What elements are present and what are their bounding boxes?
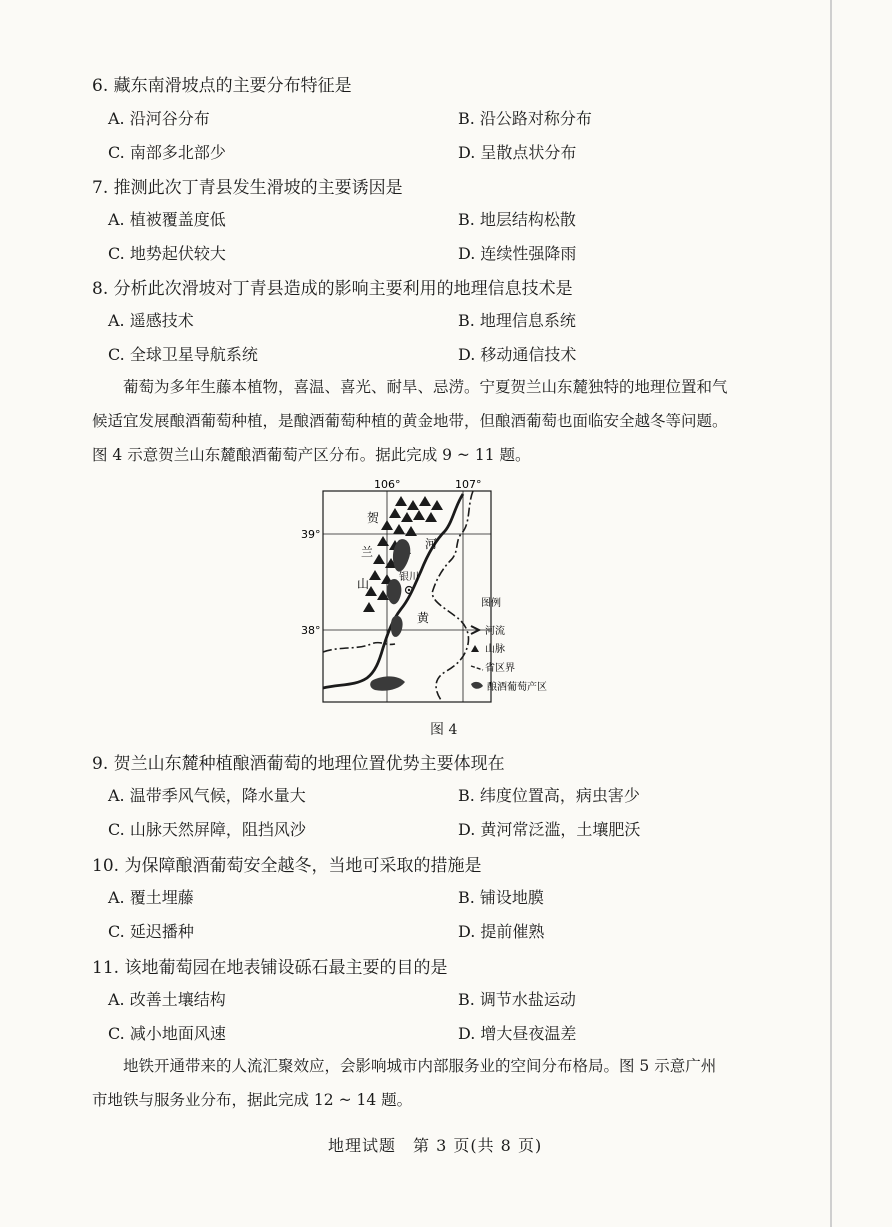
question-6-option-c: C. 南部多北部少 xyxy=(108,143,226,162)
map-frame xyxy=(323,491,491,702)
passage-grape-line-1: 葡萄为多年生藤本植物，喜温、喜光、耐旱、忌涝。宁夏贺兰山东麓独特的地理位置和气 xyxy=(123,378,728,396)
question-10-option-c: C. 延迟播种 xyxy=(108,922,194,941)
label-lan: 兰 xyxy=(361,545,374,559)
question-10-stem: 10. 为保障酿酒葡萄安全越冬，当地可采取的措施是 xyxy=(92,856,482,876)
question-9-option-c: C. 山脉天然屏障，阻挡风沙 xyxy=(108,820,306,839)
page-edge xyxy=(830,0,832,1227)
yinchuan-marker-dot xyxy=(408,589,410,591)
question-6-stem: 6. 藏东南滑坡点的主要分布特征是 xyxy=(92,76,352,96)
passage-grape-line-2: 候适宜发展酿酒葡萄种植，是酿酒葡萄种植的黄金地带，但酿酒葡萄也面临安全越冬等问题。 xyxy=(92,412,728,430)
label-yinchuan: 银川 xyxy=(399,572,419,583)
legend-vineyard-symbol xyxy=(471,682,483,689)
question-8-option-b: B. 地理信息系统 xyxy=(458,311,576,330)
legend-title: 图例 xyxy=(481,598,501,609)
question-7-stem: 7. 推测此次丁青县发生滑坡的主要诱因是 xyxy=(92,178,403,198)
figure-4-map xyxy=(295,476,565,706)
question-7-option-c: C. 地势起伏较大 xyxy=(108,244,226,263)
lat-label-38: 38° xyxy=(301,624,321,637)
legend-vineyard: 酿酒葡萄产区 xyxy=(487,682,547,693)
legend-mountain-symbol xyxy=(471,645,479,652)
question-10-option-b: B. 铺设地膜 xyxy=(458,888,544,907)
provincial-boundary xyxy=(432,491,473,700)
legend-boundary-symbol xyxy=(471,666,483,670)
question-9-option-a: A. 温带季风气候，降水量大 xyxy=(108,786,306,805)
question-8-stem: 8. 分析此次滑坡对丁青县造成的影响主要利用的地理信息技术是 xyxy=(92,279,573,299)
question-10-option-a: A. 覆土埋藤 xyxy=(108,888,194,907)
label-he: 贺 xyxy=(367,511,380,525)
page-footer: 地理试题 第 3 页(共 8 页) xyxy=(328,1136,543,1155)
legend-river: 河流 xyxy=(485,626,505,637)
figure-4-caption: 图 4 xyxy=(430,722,458,738)
question-11-option-c: C. 减小地面风速 xyxy=(108,1024,226,1043)
question-11-option-b: B. 调节水盐运动 xyxy=(458,990,576,1009)
label-river-huang: 黄 xyxy=(417,611,430,625)
passage-metro-line-1: 地铁开通带来的人流汇聚效应，会影响城市内部服务业的空间分布格局。图 5 示意广州 xyxy=(123,1057,717,1075)
question-6-option-a: A. 沿河谷分布 xyxy=(108,109,210,128)
question-6-option-d: D. 呈散点状分布 xyxy=(458,143,577,162)
legend-boundary: 省区界 xyxy=(485,663,515,674)
question-9-stem: 9. 贺兰山东麓种植酿酒葡萄的地理位置优势主要体现在 xyxy=(92,754,505,774)
legend-mountain: 山脉 xyxy=(485,644,505,655)
question-11-option-a: A. 改善土壤结构 xyxy=(108,990,226,1009)
lon-label-106: 106° xyxy=(374,478,401,491)
question-7-option-a: A. 植被覆盖度低 xyxy=(108,210,226,229)
question-8-option-d: D. 移动通信技术 xyxy=(458,345,577,364)
question-11-stem: 11. 该地葡萄园在地表铺设砾石最主要的目的是 xyxy=(92,958,448,978)
question-9-option-b: B. 纬度位置高，病虫害少 xyxy=(458,786,640,805)
passage-grape-line-3: 图 4 示意贺兰山东麓酿酒葡萄产区分布。据此完成 9 ~ 11 题。 xyxy=(92,446,531,464)
lat-label-39: 39° xyxy=(301,528,321,541)
question-7-option-b: B. 地层结构松散 xyxy=(458,210,576,229)
question-8-option-c: C. 全球卫星导航系统 xyxy=(108,345,258,364)
question-6-option-b: B. 沿公路对称分布 xyxy=(458,109,592,128)
label-shan: 山 xyxy=(357,577,370,591)
label-river-he: 河 xyxy=(425,537,438,551)
passage-metro-line-2: 市地铁与服务业分布，据此完成 12 ~ 14 题。 xyxy=(92,1091,413,1109)
question-9-option-d: D. 黄河常泛滥，土壤肥沃 xyxy=(458,820,641,839)
question-8-option-a: A. 遥感技术 xyxy=(108,311,194,330)
question-11-option-d: D. 增大昼夜温差 xyxy=(458,1024,577,1043)
question-7-option-d: D. 连续性强降雨 xyxy=(458,244,577,263)
question-10-option-d: D. 提前催熟 xyxy=(458,922,545,941)
map-legend xyxy=(471,596,547,693)
lon-label-107: 107° xyxy=(455,478,482,491)
